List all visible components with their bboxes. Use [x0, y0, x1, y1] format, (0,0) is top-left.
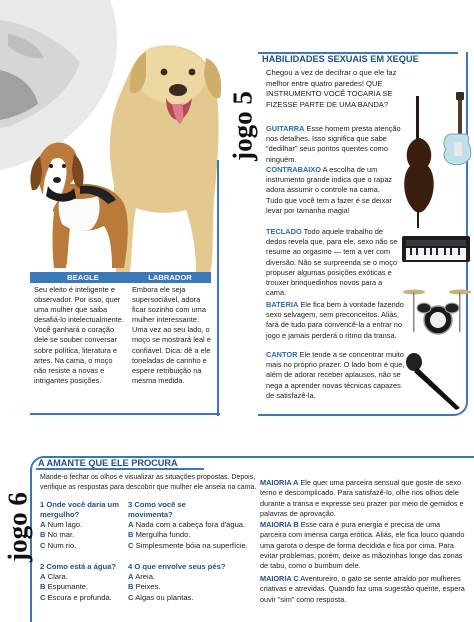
- item-contrabaixo: CONTRABAIXO A escolha de um instrumento grande indica que o rapaz adora assumir o controle na cama. Tudo que você tem a fazer é se deixar levar por tamanha magia!: [266, 165, 393, 215]
- jogo6-intro: Mande-o fechar os olhos e visualizar as situações propostas. Depois, verifique as respostas para descobrir que mulher ele anseia na cama.: [40, 474, 257, 491]
- jogo6-label: jogo 6: [2, 492, 33, 562]
- guitar-bass-illustration: [398, 92, 472, 230]
- beagle-tag: BEAGLE: [30, 272, 136, 283]
- drums-illustration: [402, 282, 472, 338]
- jogo5-label: jogo 5: [227, 91, 258, 161]
- option[interactable]: B Peixes.: [128, 582, 161, 592]
- option[interactable]: A Nada com a cabeça fora d'água.: [128, 520, 246, 529]
- option[interactable]: A Clara.: [40, 572, 68, 581]
- item-teclado: TECLADO Todo aquele trabalho de dedos revela que, para ele, sexo não se resume ao orgasmo — tem a ver com diversão. Não se surpreenda se o moço propuser algumas posições exóticas e trouxer brinquedinhos novos para a cama.: [266, 227, 398, 298]
- dogs-illustration: [0, 0, 240, 282]
- labrador-text: Embora ele seja supersociável, adora ficar sozinho com uma mulher interessante. Uma vez ao seu lado, o moço se mostrará leal e confiável. Dica: dê a ele toneladas de carinho e espere retribuição na mesma medida.: [132, 285, 211, 385]
- result-c: MAIORIA C Aventureiro, o gato se sente atraído por mulheres criativas e atrevidas. Quando faz uma sugestão quente, espera ouvir "sim" como resposta.: [260, 574, 465, 604]
- beagle-text: Seu eleito é inteligente e observador. Por isso, quer uma mulher que saiba desafiá-lo intelectualmente. Você ganhará o coração dele se souber conversar sobre política, literatura e artes. Na cama, o moço não resiste a novas e intrigantes posições.: [34, 285, 124, 385]
- frame-line: [217, 160, 219, 416]
- option[interactable]: B Espumante.: [40, 582, 89, 592]
- question-2: 2 Como está a água? A Clara. B Espumante. C Escura e profunda.: [40, 562, 132, 603]
- item-bateria: BATERIA Ele fica bem à vontade fazendo sexo selvagem, sem preconceitos. Aliás, fará de tudo para convencê-la a entrar no jogo e jamais perderá o ritmo da transa.: [266, 300, 404, 340]
- question-3: 3 Como você se movimenta? A Nada com a cabeça fora d'água. B Mergulha fundo. C Simplesmente bóia na superfície.: [128, 500, 254, 551]
- title-underline: [36, 468, 204, 470]
- option[interactable]: C Num rio.: [40, 540, 77, 550]
- frame-line: [30, 413, 220, 415]
- option[interactable]: B No mar.: [40, 530, 75, 540]
- jogo6-title: A AMANTE QUE ELE PROCURA: [38, 458, 178, 468]
- item-cantor: CANTOR Ele tende a se concentrar muito mais no próprio prazer. O lado bom é que, além de adorar receber aplausos, não se nega a aprender novas técnicas capazes de satisfazê-la.: [266, 350, 405, 400]
- option[interactable]: C Simplesmente bóia na superfície.: [128, 540, 248, 550]
- option[interactable]: C Algas ou plantas.: [128, 592, 194, 602]
- question-1: 1 Onde você daria um mergulho? A Num lago. B No mar. C Num rio.: [40, 500, 122, 551]
- result-a: MAIORIA A Ele quer uma parceira sensual que goste de sexo terno e descomplicado. Para satisfazê-lo, olhe nos olhos dele durante a transa e expresse seu prazer por meio de gemidos e palavras de aprovação.: [260, 478, 464, 518]
- question-4: 4 O que envolve seus pés? A Areia. B Peixes. C Algas ou plantas.: [128, 562, 248, 603]
- option[interactable]: B Mergulha fundo.: [128, 530, 191, 540]
- item-guitarra: GUITARRA Esse homem presta atenção nos detalhes. Isso significa que sabe "dedilhar" seus pontos quentes como ninguém.: [266, 124, 401, 164]
- jogo5-title: HABILIDADES SEXUAIS EM XEQUE: [262, 54, 419, 64]
- dogs-photo: [0, 0, 240, 282]
- labrador-tag: LABRADOR: [129, 272, 211, 283]
- option[interactable]: A Areia.: [128, 572, 156, 581]
- option[interactable]: A Num lago.: [40, 520, 83, 529]
- microphone-illustration: [404, 352, 466, 412]
- jogo5-intro: Chegou a vez de decifrar o que ele faz melhor entre quatro paredes! QUE INSTRUMENTO VOCÊ TOCARIA SE FIZESSE PARTE DE UMA BANDA?: [266, 68, 397, 109]
- result-b: MAIORIA B Esse cara é pura energia e precisa de uma parceira com imensa carga erótica. Aliás, ele fica louco quando uma garota o despe de forma decidida e fica por cima. Para evitar problemas, porém, deixe as mãozinhas longe das zonas de tabu, como o bumbum dele.: [260, 520, 465, 571]
- keyboard-illustration: [402, 232, 470, 266]
- option[interactable]: C Escura e profunda.: [40, 592, 112, 602]
